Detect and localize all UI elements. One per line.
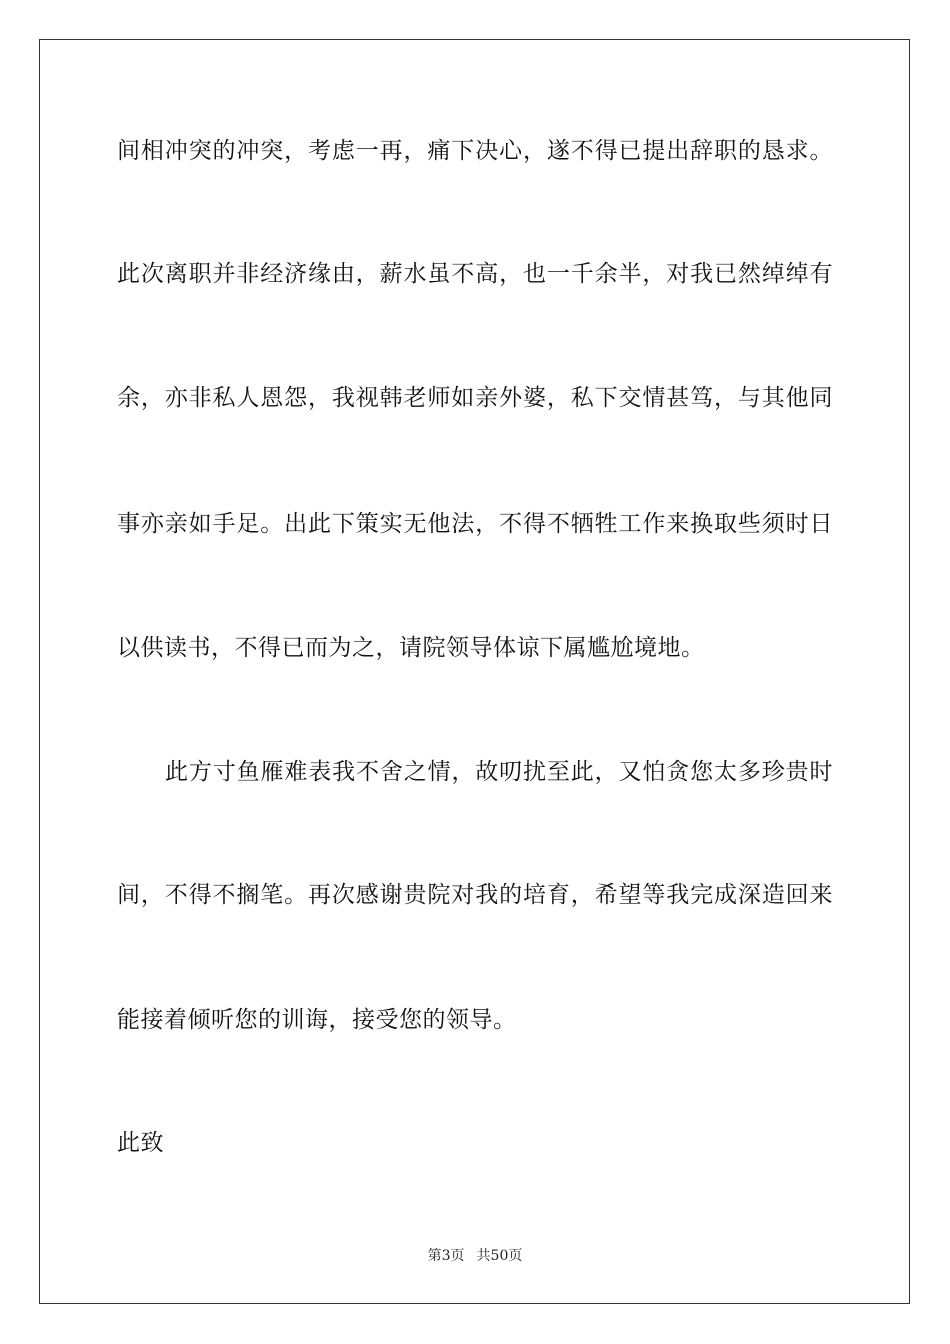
paragraph-start-line: 此方寸鱼雁难表我不舍之情，故叨扰至此，又怕贪您太多珍贵时: [165, 759, 833, 785]
body-line-5: 以供读书，不得已而为之，请院领导体谅下属尴尬境地。: [117, 635, 705, 661]
body-line-3: 余，亦非私人恩怨，我视韩老师如亲外婆，私下交情甚笃，与其他同: [117, 385, 833, 411]
closing-salutation: 此致: [117, 1130, 164, 1156]
page-border: [39, 39, 910, 1304]
body-line-1: 间相冲突的冲突，考虑一再，痛下决心，遂不得已提出辞职的恳求。: [117, 138, 833, 164]
body-line-4: 事亦亲如手足。出此下策实无他法，不得不牺牲工作来换取些须时日: [117, 511, 833, 537]
body-line-7: 间，不得不搁笔。再次感谢贵院对我的培育，希望等我完成深造回来: [117, 882, 833, 908]
body-line-8: 能接着倾听您的训诲，接受您的领导。: [117, 1007, 517, 1033]
body-line-2: 此次离职并非经济缘由，薪水虽不高，也一千余半，对我已然绰绰有: [117, 261, 833, 287]
page-number: 第3页: [427, 1248, 465, 1264]
page-footer: [0, 1247, 950, 1265]
page-total: 共50页: [476, 1248, 523, 1264]
